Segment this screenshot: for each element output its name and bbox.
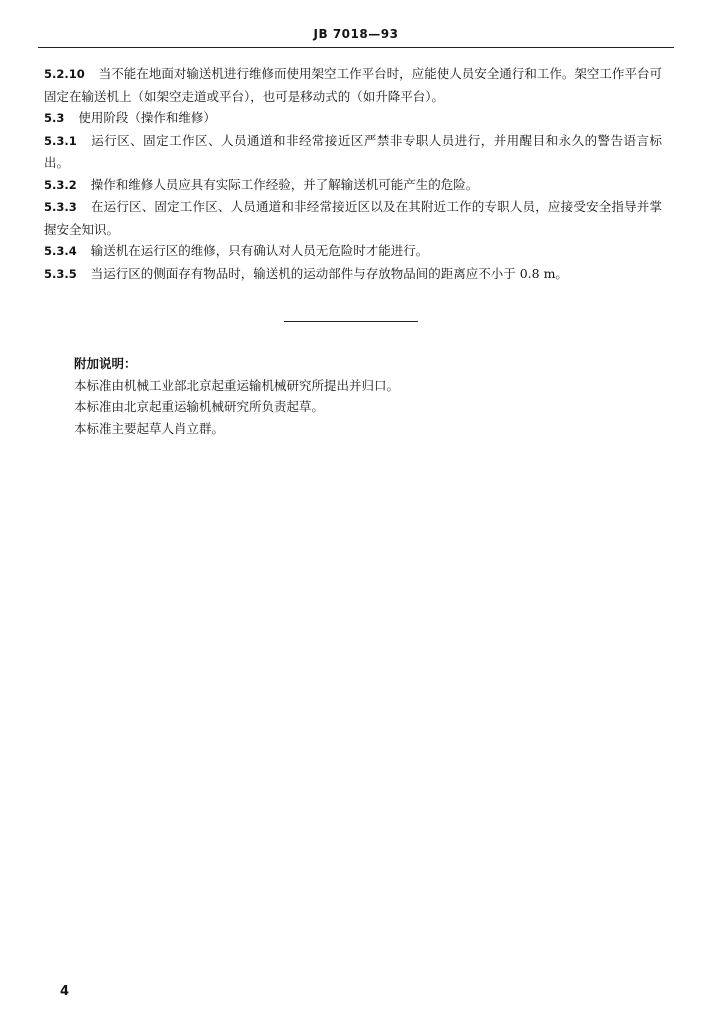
- clause-text: 当不能在地面对输送机进行维修而使用架空工作平台时，应能使人员安全通行和工作。架空工作平台可固定在输送机上（如架空走道或平台），也可是移动式的（如升降平台）。: [44, 66, 662, 104]
- clause-text: 输送机在运行区的维修，只有确认对人员无危险时才能进行。: [90, 243, 429, 258]
- clause-text: 在运行区、固定工作区、人员通道和非经常接近区以及在其附近工作的专职人员，应接受安全指导并掌握安全知识。: [44, 199, 662, 237]
- clause-number: 5.3.5: [44, 266, 77, 281]
- clause-number: 5.3.1: [44, 133, 77, 148]
- page-number: 4: [60, 984, 70, 999]
- clause-text: 操作和维修人员应具有实际工作经验，并了解输送机可能产生的危险。: [90, 176, 479, 192]
- standard-code-header: JB 7018—93: [313, 27, 399, 41]
- end-of-text-rule: [284, 321, 418, 322]
- notes-line: 本标准由机械工业部北京起重运输机械研究所提出并归口。: [74, 377, 400, 393]
- additional-notes: [74, 353, 634, 439]
- clause-5-3-1: [44, 130, 662, 174]
- notes-title: 附加说明：: [74, 356, 137, 371]
- header-divider: [38, 47, 674, 48]
- clause-number: 5.3: [44, 111, 65, 125]
- notes-line: 本标准主要起草人肖立群。: [74, 420, 225, 436]
- clause-text: 当运行区的侧面存有物品时，输送机的运动部件与存放物品间的距离应不小于 0.8 m。: [90, 265, 568, 281]
- clause-5-3-3: [44, 196, 662, 240]
- clause-number: 5.3.3: [44, 200, 77, 214]
- clause-5-2-10: [44, 63, 662, 107]
- clause-number: 5.3.4: [44, 244, 77, 258]
- clause-5-3-5: [44, 263, 662, 286]
- clause-5-3-2: [44, 174, 662, 197]
- clause-5-3: [44, 107, 662, 130]
- clause-5-3-4: [44, 240, 662, 263]
- clause-text: 使用阶段（操作和维修）: [78, 110, 216, 125]
- clause-text: 运行区、固定工作区、人员通道和非经常接近区严禁非专职人员进行，并用醒目和永久的警告语言标出。: [44, 132, 662, 170]
- clauses-section: [44, 63, 662, 285]
- clause-number: 5.3.2: [44, 177, 77, 192]
- notes-line: 本标准由北京起重运输机械研究所负责起草。: [74, 399, 325, 414]
- clause-number: 5.2.10: [44, 67, 85, 81]
